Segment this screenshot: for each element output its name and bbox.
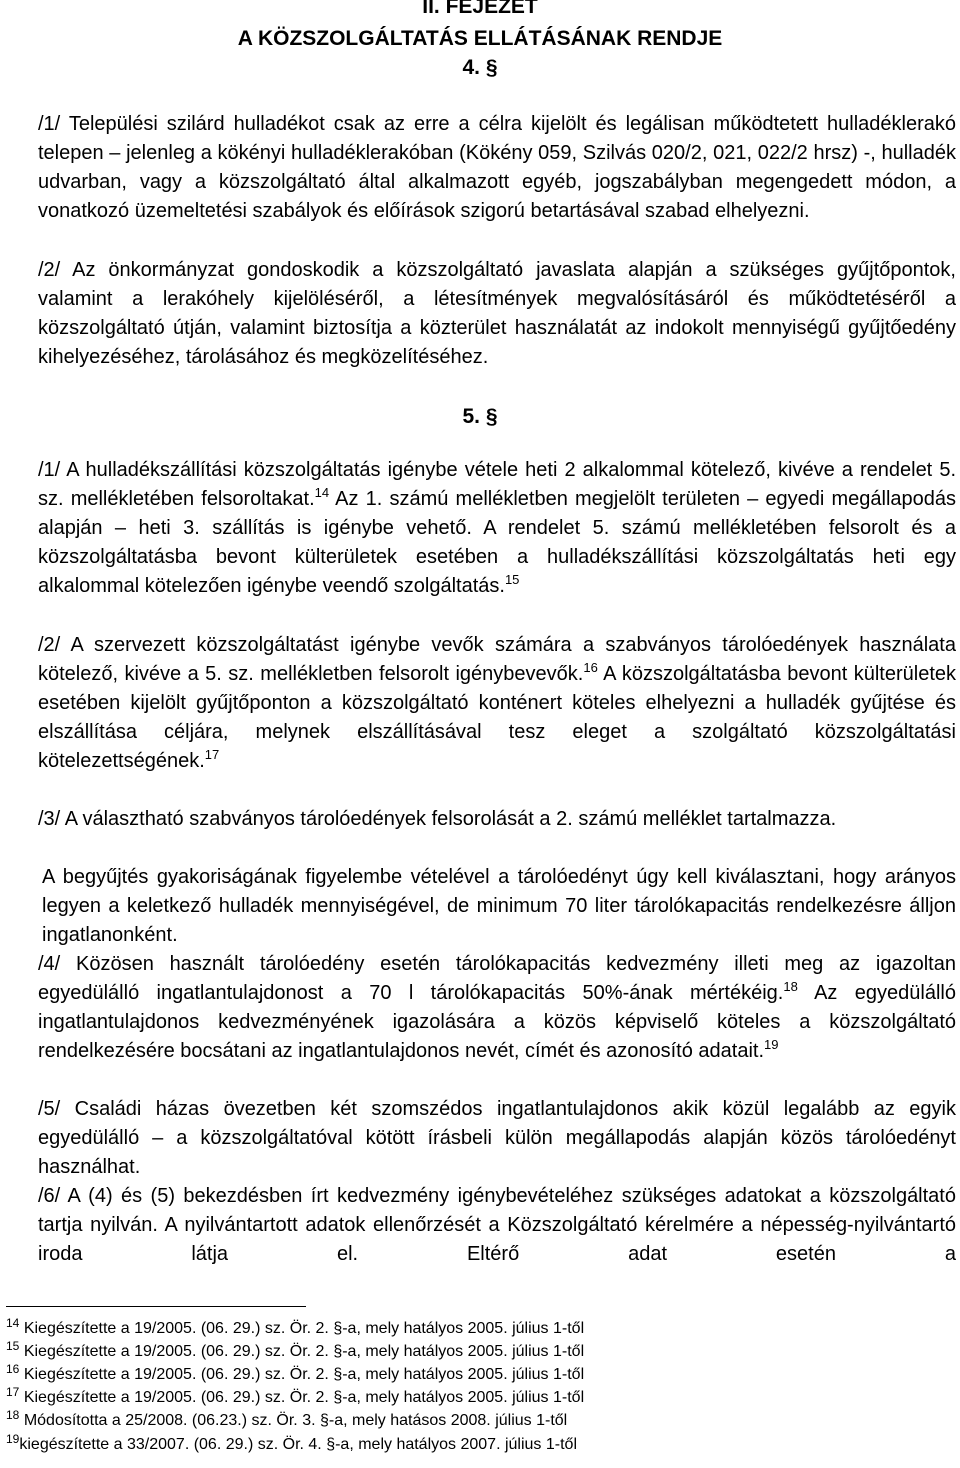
chapter-number: II. FEJEZET xyxy=(422,0,538,18)
footnote-15 xyxy=(6,1341,906,1362)
footnote-19 xyxy=(6,1434,906,1455)
paragraph-text: A közszolgáltatásba bevont külterületek esetében kijelölt gyűjtőponton a közszolgáltató konténert köteles elhelyezni a hulladék gyűjtése és elszállítása céljára, melynek elszállításával tesz eleget a szolgáltató közszolgáltatási kötelezettségének. xyxy=(38,663,957,772)
footnote-number: 19 xyxy=(6,1432,20,1446)
footnote-ref-17[interactable]: 17 xyxy=(204,747,220,762)
footnote-ref-16[interactable]: 16 xyxy=(583,660,598,675)
footnote-text: Kiegészítette a 19/2005. (06. 29.) sz. Ör. 2. §-a, mely hatályos 2005. július 1-től xyxy=(23,1389,585,1406)
section-5-paragraph-5: /5/ Családi házas övezetben két szomszédos ingatlantulajdonos akik közül legalább az egyik egyedülálló – a közszolgáltatóval kötött írásbeli külön megállapodás alapján közös tárolóedényt használhat. xyxy=(38,1098,956,1178)
paragraph-text: Az 1. számú mellékletben megjelölt területen – egyedi megállapodás alapján – heti 3. szállítás is igénybe vehető. A rendelet 5. számú mellékletében felsorolt és a közszolgáltatásba bevont külterületek esetében a hulladékszállítási közszolgáltatás heti egy alkalommal kötelezően igénybe veendő szolgáltatás. xyxy=(38,488,957,597)
footnote-ref-18[interactable]: 18 xyxy=(783,979,798,994)
footnote-number: 17 xyxy=(6,1385,20,1399)
paragraph-text: /2/ A szervezett közszolgáltatást igénybe vevők számára a szabványos tárolóedények használata kötelező, kivéve a 5. sz. mellékletben felsorolt igénybevevők. xyxy=(38,634,956,685)
footnote-text: Kiegészítette a 19/2005. (06. 29.) sz. Ör. 2. §-a, mely hatályos 2005. július 1-től xyxy=(23,1366,585,1383)
paragraph-text: Az egyedülálló ingatlantulajdonos kedvezményének igazolására a közös képviselő köteles a közszolgáltató rendelkezésére bocsátani az ingatlantulajdonos nevét, címét és azonosító adatait. xyxy=(38,982,956,1062)
footnote-number: 16 xyxy=(6,1362,20,1376)
paragraph-text: /4/ Közösen használt tárolóedény esetén tárolókapacitás kedvezmény illeti meg az igazoltan egyedülálló ingatlantulajdonost a 70 l tárolókapacitás 50%-ának mértékéig. xyxy=(38,953,956,1004)
footnote-17 xyxy=(6,1387,906,1408)
footnote-text: Kiegészítette a 19/2005. (06. 29.) sz. Ör. 2. §-a, mely hatályos 2005. július 1-től xyxy=(23,1343,585,1360)
section-5-paragraph-2 xyxy=(38,631,956,776)
footnote-divider xyxy=(6,1306,306,1307)
section-5-heading: 5. § xyxy=(462,405,498,428)
footnote-ref-15[interactable]: 15 xyxy=(504,572,520,587)
section-5-paragraph-6: /6/ A (4) és (5) bekezdésben írt kedvezmény igénybevételéhez szükséges adatokat a közszolgáltató tartja nyilván. A nyilvántartott adatok ellenőrzését a Közszolgáltató kérelmére a népesség-nyilvántartó iroda látja el. Eltérő adat esetén a xyxy=(38,1185,956,1265)
footnote-text: Módosította a 25/2008. (06.23.) sz. Ör. 3. §-a, mely hatásos 2008. július 1-től xyxy=(23,1412,568,1429)
footnote-text: Kiegészítette a 19/2005. (06. 29.) sz. Ör. 2. §-a, mely hatályos 2005. július 1-től xyxy=(23,1320,585,1337)
chapter-title: A KÖZSZOLGÁLTATÁS ELLÁTÁSÁNAK RENDJE xyxy=(237,27,723,50)
section-4-paragraph-2: /2/ Az önkormányzat gondoskodik a közszolgáltató javaslata alapján a szükséges gyűjtőpontok, valamint a lerakóhely kijelöléséről, a létesítmények megvalósításáról és működtetéséről a közszolgáltató útján, valamint biztosítja a közterület használatát az indokolt mennyiségű gyűjtőedény kihelyezéséhez, tárolásához és megközelítéséhez. xyxy=(38,259,956,368)
section-5-paragraph-3: /3/ A választható szabványos tárolóedények felsorolását a 2. számú melléklet tartalmazza. xyxy=(38,808,837,830)
section-5-paragraph-4 xyxy=(38,950,956,1066)
footnote-14 xyxy=(6,1318,906,1339)
footnote-ref-14[interactable]: 14 xyxy=(314,485,330,500)
section-5-paragraph-1 xyxy=(38,456,956,601)
paragraph-text: /1/ A hulladékszállítási közszolgáltatás igénybe vétele heti 2 alkalommal kötelező, kivéve a rendelet 5. sz. mellékletében felsoroltakat. xyxy=(38,459,956,510)
footnote-number: 15 xyxy=(6,1339,20,1353)
footnote-text: kiegészítette a 33/2007. (06. 29.) sz. Ör. 4. §-a, mely hatályos 2007. július 1-től xyxy=(19,1436,577,1453)
section-4-paragraph-1: /1/ Települési szilárd hulladékot csak az erre a célra kijelölt és legálisan működtetett hulladéklerakó telepen – jelenleg a kökényi hulladéklerakóban (Kökény 059, Szilvás 020/2, 021, 022/2 hrsz) -, hulladék udvarban, vagy a közszolgáltató által alkalmazott egyéb, jogszabályban megengedett módon, a vonatkozó üzemeltetési szabályok és előírások szigorú betartásával szabad elhelyezni. xyxy=(38,113,956,222)
footnote-16 xyxy=(6,1364,906,1385)
footnote-number: 14 xyxy=(6,1316,20,1330)
footnote-ref-19[interactable]: 19 xyxy=(764,1037,779,1052)
footnote-18 xyxy=(6,1410,906,1431)
section-4-heading: 4. § xyxy=(462,56,498,79)
section-5-paragraph-3b: A begyűjtés gyakoriságának figyelembe vételével a tárolóedényt úgy kell kiválasztani, hogy arányos legyen a keletkező hulladék mennyiségével, de minimum 70 liter tárolókapacitás rendelkezésre álljon ingatlanonként. xyxy=(42,866,956,946)
footnote-number: 18 xyxy=(6,1408,20,1422)
